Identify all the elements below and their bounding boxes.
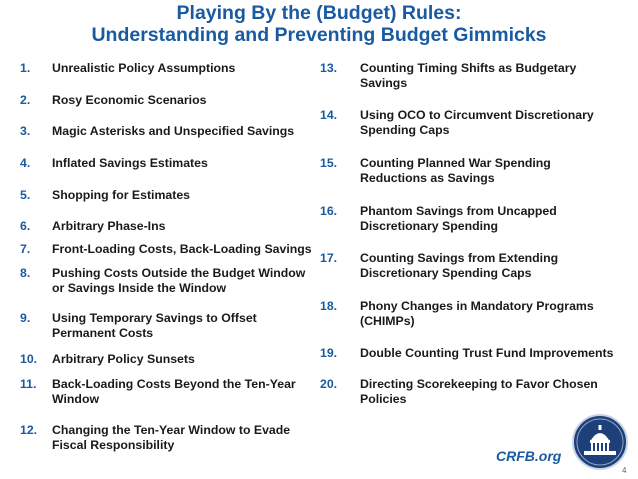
- item-text: Phantom Savings from Uncapped: [360, 204, 557, 218]
- item-text: Unrealistic Policy Assumptions: [52, 61, 236, 75]
- item-number: 1.: [20, 61, 31, 75]
- item-text: Phony Changes in Mandatory Programs: [360, 299, 594, 313]
- item-text: Arbitrary Policy Sunsets: [52, 352, 195, 366]
- item-text: Discretionary Spending: [360, 219, 499, 233]
- item-number: 19.: [320, 346, 338, 360]
- item-number: 12.: [20, 423, 38, 437]
- item-number: 20.: [320, 377, 338, 391]
- item-number: 14.: [320, 108, 338, 122]
- item-number: 17.: [320, 251, 338, 265]
- item-text: Magic Asterisks and Unspecified Savings: [52, 124, 295, 138]
- item-text: Permanent Costs: [52, 326, 154, 340]
- item-number: 16.: [320, 204, 338, 218]
- item-number: 4.: [20, 156, 31, 170]
- item-number: 11.: [20, 377, 37, 391]
- capitol-dome-icon: [574, 416, 626, 468]
- crfb-link[interactable]: CRFB.org: [496, 448, 562, 464]
- title-line-2: Understanding and Preventing Budget Gimmicks: [91, 24, 547, 46]
- slide-title: [0, 2, 638, 46]
- item-text: Window: [52, 392, 100, 406]
- item-text: Counting Savings from Extending: [360, 251, 559, 265]
- item-number: 18.: [320, 299, 338, 313]
- item-text: Counting Planned War Spending: [360, 156, 551, 170]
- item-text: Discretionary Spending Caps: [360, 266, 532, 280]
- item-text: Double Counting Trust Fund Improvements: [360, 346, 614, 360]
- item-number: 13.: [320, 61, 338, 75]
- item-text: Counting Timing Shifts as Budgetary: [360, 61, 577, 75]
- page-number: 4: [622, 466, 627, 475]
- item-text: Directing Scorekeeping to Favor Chosen: [360, 377, 598, 391]
- item-text: Spending Caps: [360, 123, 450, 137]
- item-text: Shopping for Estimates: [52, 188, 191, 202]
- item-number: 2.: [20, 93, 31, 107]
- item-text: Inflated Savings Estimates: [52, 156, 208, 170]
- item-number: 6.: [20, 219, 31, 233]
- item-text: Reductions as Savings: [360, 171, 495, 185]
- title-line-1: Playing By the (Budget) Rules:: [176, 2, 462, 24]
- item-number: 3.: [20, 124, 31, 138]
- item-text: or Savings Inside the Window: [52, 281, 227, 295]
- item-text: Changing the Ten-Year Window to Evade: [52, 423, 291, 437]
- item-text: (CHIMPs): [360, 314, 415, 328]
- item-text: Savings: [360, 76, 408, 90]
- item-number: 10.: [20, 352, 38, 366]
- crfb-capitol-logo: [572, 414, 628, 470]
- item-number: 5.: [20, 188, 31, 202]
- item-text: Using Temporary Savings to Offset: [52, 311, 257, 325]
- item-text: Using OCO to Circumvent Discretionary: [360, 108, 594, 122]
- item-number: 9.: [20, 311, 31, 325]
- item-text: Front-Loading Costs, Back-Loading Savings: [52, 242, 312, 256]
- item-number: 8.: [20, 266, 31, 280]
- item-text: Arbitrary Phase-Ins: [52, 219, 166, 233]
- item-text: Rosy Economic Scenarios: [52, 93, 207, 107]
- item-number: 7.: [20, 242, 31, 256]
- item-text: Pushing Costs Outside the Budget Window: [52, 266, 306, 280]
- item-text: Fiscal Responsibility: [52, 438, 175, 452]
- item-text: Policies: [360, 392, 407, 406]
- item-text: Back-Loading Costs Beyond the Ten-Year: [52, 377, 296, 391]
- item-number: 15.: [320, 156, 338, 170]
